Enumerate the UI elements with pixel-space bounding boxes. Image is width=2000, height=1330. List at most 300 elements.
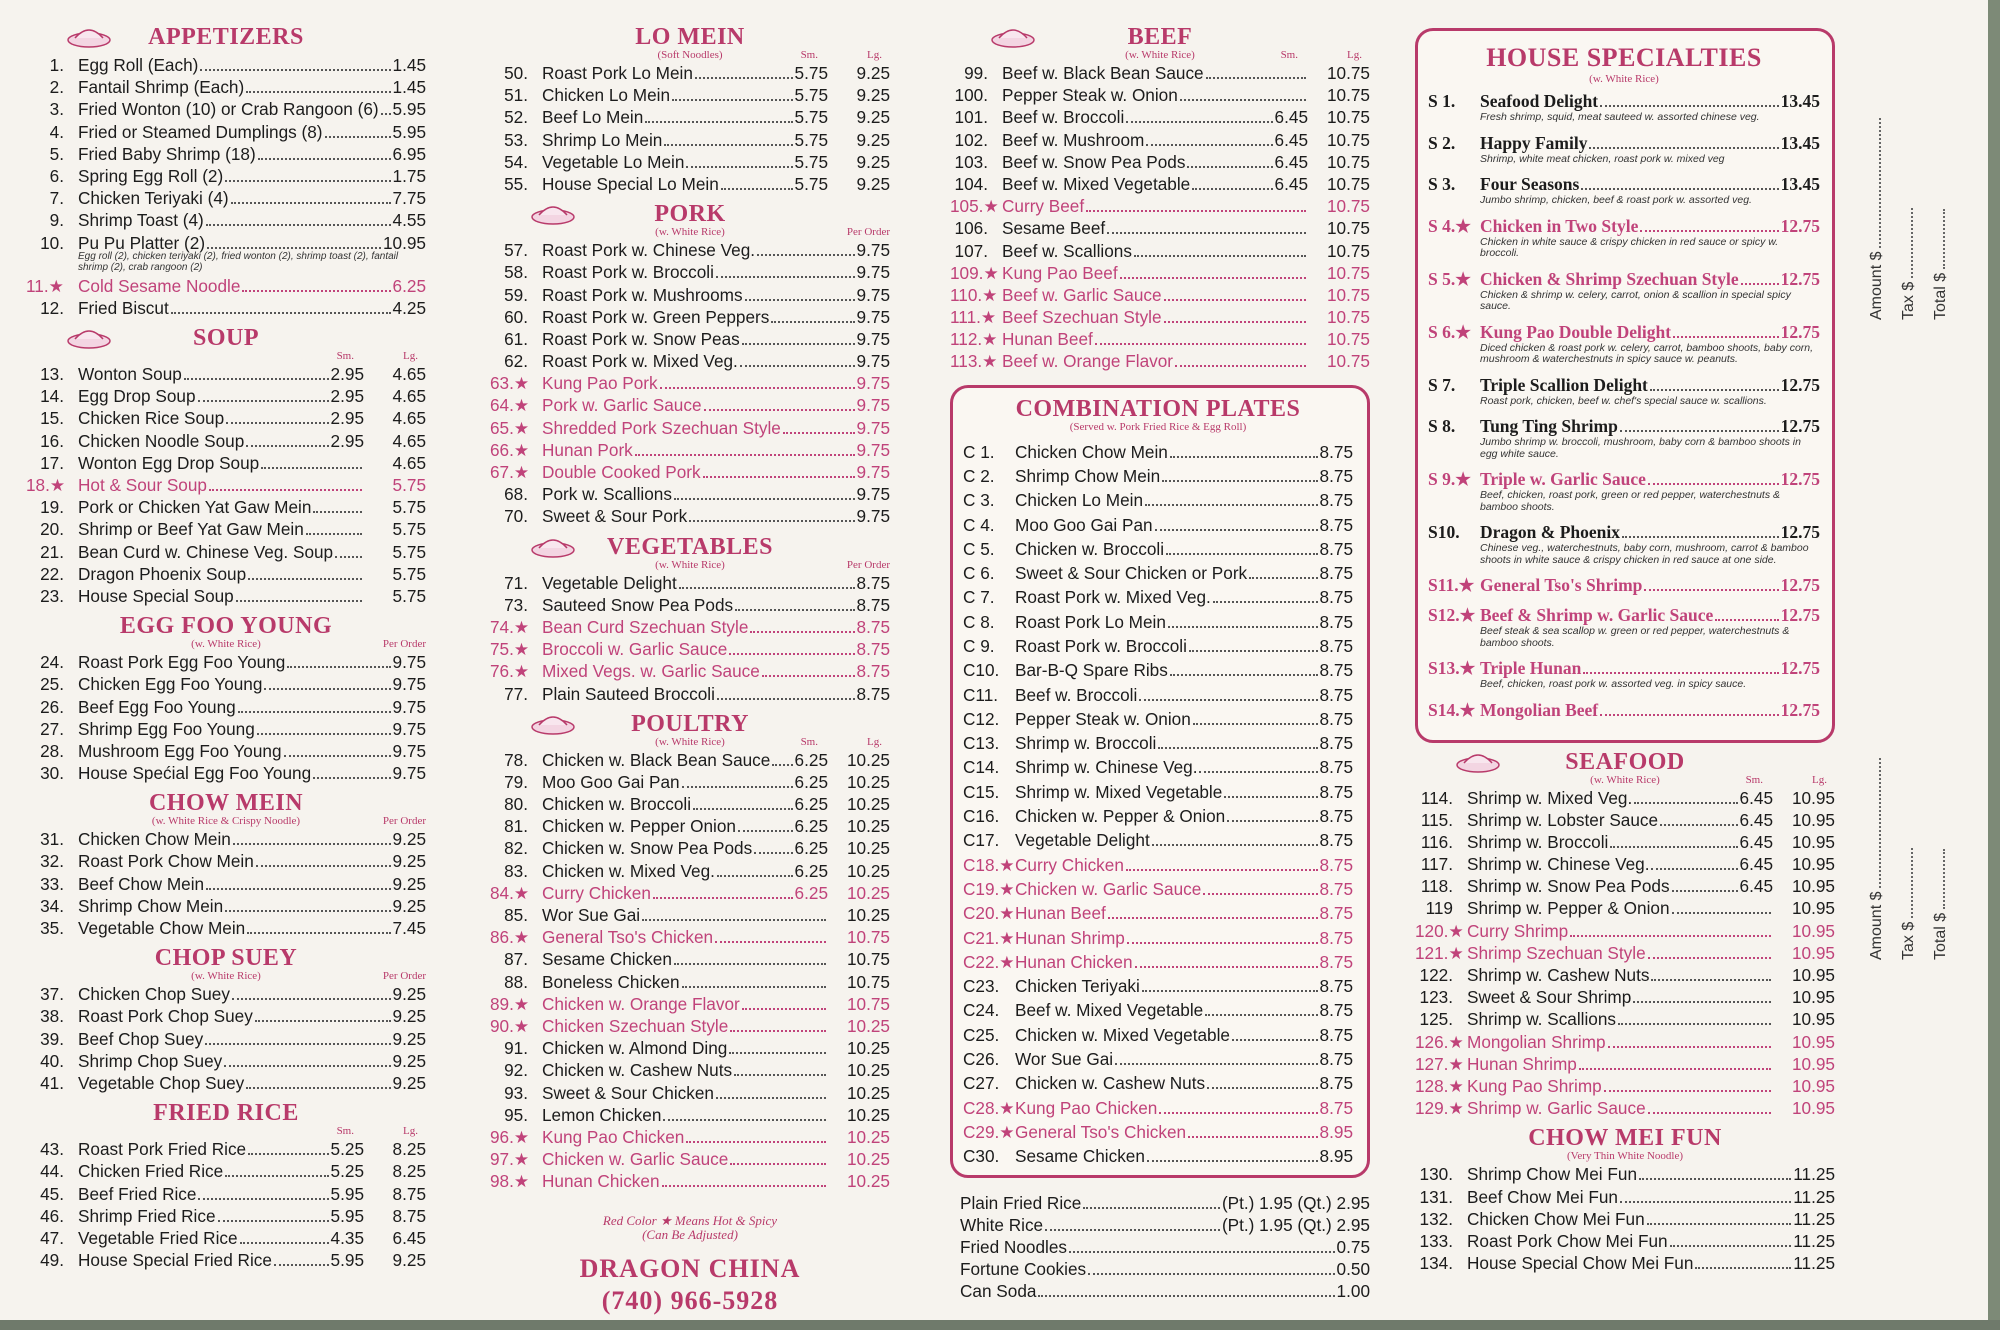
item-name: Wonton Soup	[78, 364, 182, 385]
menu-item	[1415, 986, 1835, 1008]
menu-item	[1415, 1053, 1835, 1075]
item-name: Hunan Shrimp	[1015, 927, 1125, 948]
item-name: Pork w. Scallions	[542, 484, 672, 505]
menu-item	[950, 306, 1370, 328]
item-name: Pork w. Garlic Sauce	[542, 395, 702, 416]
menu-item	[490, 261, 890, 283]
menu-section	[26, 790, 426, 939]
item-number: 21.	[40, 541, 64, 562]
leader-dots	[716, 276, 855, 278]
menu-item	[490, 306, 890, 328]
leader-dots	[207, 247, 381, 249]
leader-dots	[1152, 844, 1318, 846]
item-name: Roast Pork Egg Foo Young	[78, 652, 286, 673]
menu-item	[490, 926, 890, 948]
leader-dots	[1672, 912, 1771, 914]
dish-illustration-icon	[66, 321, 112, 351]
price: 9.25	[392, 984, 426, 1005]
menu-item	[26, 585, 426, 607]
menu-item	[1415, 787, 1835, 809]
combo-item	[963, 1023, 1353, 1047]
total-label: Total $	[1932, 272, 1949, 320]
menu-item	[490, 948, 890, 970]
leader-dots	[1213, 601, 1318, 603]
leader-dots	[1139, 699, 1317, 701]
menu-item	[490, 904, 890, 926]
price: 8.75	[1319, 878, 1353, 899]
menu-item	[1415, 1186, 1835, 1208]
price-small: 6.25	[794, 860, 828, 881]
spicy-legend-note: (Can Be Adjusted)	[642, 1227, 738, 1243]
item-number: 70.	[504, 506, 528, 527]
leader-dots	[247, 932, 390, 934]
price: 9.75	[392, 763, 426, 784]
price-large: 10.25	[846, 1104, 890, 1125]
item-number: 12.	[40, 297, 64, 318]
item-number: 128.★	[1415, 1075, 1464, 1096]
price: 9.75	[856, 395, 890, 416]
section-subtitle: (w. White Rice)	[655, 226, 725, 239]
price-large: 4.65	[392, 452, 426, 473]
item-name: Egg Drop Soup	[78, 386, 196, 407]
menu-item	[26, 165, 426, 187]
price: 8.75	[1319, 587, 1353, 608]
item-number: C 3.	[963, 490, 995, 511]
item-name: Shrimp w. Snow Pea Pods	[1467, 876, 1670, 897]
leader-dots	[1651, 979, 1771, 981]
item-number: 131.	[1419, 1186, 1453, 1207]
leader-dots	[1192, 188, 1272, 190]
item-number: 129.★	[1415, 1098, 1464, 1119]
menu-item	[1415, 1097, 1835, 1119]
combo-item	[963, 828, 1353, 852]
price: 9.25	[392, 829, 426, 850]
leader-dots	[717, 698, 855, 700]
leader-dots	[715, 941, 826, 943]
table-edge	[0, 1320, 2000, 1330]
price: 8.75	[1319, 927, 1353, 948]
price: 12.75	[1780, 374, 1820, 395]
item-number: 45.	[40, 1183, 64, 1204]
price-large: 10.25	[846, 1082, 890, 1103]
item-number: 9.	[49, 210, 64, 231]
leader-dots	[242, 290, 390, 292]
menu-item	[26, 917, 426, 939]
price-large: 10.25	[846, 1060, 890, 1081]
combo-item	[963, 1096, 1353, 1120]
leader-dots	[284, 755, 391, 757]
price: 9.25	[392, 1028, 426, 1049]
combo-item	[963, 1047, 1353, 1071]
combo-item	[963, 1071, 1353, 1095]
amount-label: Amount $	[1868, 251, 1885, 320]
section-header	[26, 1100, 426, 1138]
price: 8.75	[856, 594, 890, 615]
item-name: Chicken w. Almond Ding	[542, 1038, 728, 1059]
price: 8.95	[1319, 1146, 1353, 1167]
leader-dots	[1187, 166, 1272, 168]
leader-dots	[783, 432, 855, 434]
item-name: Fried Biscut	[78, 297, 169, 318]
item-number: 24.	[40, 652, 64, 673]
house-special-item	[1428, 416, 1820, 460]
item-number: 79.	[504, 771, 528, 792]
item-name: Roast Pork w. Mixed Veg.	[542, 351, 738, 372]
leader-dots	[1600, 714, 1779, 716]
price-large: 9.25	[856, 85, 890, 106]
item-number: 32.	[40, 851, 64, 872]
menu-item	[950, 151, 1370, 173]
leader-dots	[171, 312, 391, 314]
leader-dots	[1633, 1001, 1771, 1003]
item-number: C23.	[963, 976, 1000, 997]
column-header-per-order: Per Order	[846, 226, 890, 239]
leader-dots	[771, 321, 854, 323]
leader-dots	[1670, 1245, 1792, 1247]
item-name: Chicken Teriyaki	[1015, 976, 1140, 997]
price: 8.75	[1319, 611, 1353, 632]
item-number: 13.	[40, 364, 64, 385]
item-description: Chicken & shrimp w. celery, carrot, onion & scallion in special spicy sauce.	[1480, 288, 1791, 312]
item-number: 73.	[504, 594, 528, 615]
item-name: Seafood Delight	[1480, 91, 1599, 111]
item-number: C25.	[963, 1024, 1000, 1045]
item-number: 33.	[40, 873, 64, 894]
combo-item	[963, 998, 1353, 1022]
item-name: Curry Shrimp	[1467, 920, 1569, 941]
price: 5.95	[392, 121, 426, 142]
item-name: Chicken & Shrimp Szechuan Style	[1480, 268, 1739, 289]
item-number: 111.★	[950, 307, 997, 328]
combo-item	[963, 610, 1353, 634]
price: 9.25	[392, 1072, 426, 1093]
item-number: 77.	[504, 683, 528, 704]
combo-item	[963, 755, 1353, 779]
price: 8.75	[1319, 636, 1353, 656]
price: 8.75	[1319, 1024, 1353, 1045]
leader-dots	[1741, 283, 1779, 285]
price-large: 10.25	[846, 905, 890, 925]
price-small: 4.35	[330, 1227, 364, 1248]
item-name: Beef w. Broccoli	[1015, 684, 1138, 705]
item-number: 3.	[49, 99, 64, 120]
leader-dots	[226, 422, 328, 424]
item-number: 119	[1425, 898, 1453, 919]
price: 9.75	[856, 373, 890, 394]
column-header-per-order: Per Order	[382, 970, 426, 983]
leader-dots	[1570, 935, 1771, 937]
price: 10.95	[382, 232, 426, 253]
menu-item	[490, 284, 890, 306]
item-name: Shrimp Chow Mein	[1015, 465, 1161, 486]
price: 13.45	[1780, 91, 1820, 111]
leader-dots	[682, 986, 826, 988]
column-header-small: Sm.	[1280, 49, 1298, 61]
leader-dots	[1232, 1039, 1318, 1041]
item-name: House Special Lo Mein	[542, 173, 719, 194]
leader-dots	[287, 666, 390, 668]
price-large: 9.25	[856, 151, 890, 172]
house-special-item	[1428, 174, 1820, 207]
menu-section	[490, 711, 890, 1193]
item-name: House Spećial Egg Foo Young	[78, 763, 312, 784]
price-large: 10.25	[846, 1171, 890, 1192]
item-name: Roast Pork Chow Mei Fun	[1467, 1230, 1668, 1251]
leader-dots	[1660, 824, 1737, 826]
price-large: 10.25	[846, 838, 890, 859]
item-name: Kung Pao Chicken	[542, 1126, 685, 1147]
price-small: 5.25	[330, 1139, 364, 1160]
item-name: Shrimp Szechuan Style	[1467, 942, 1646, 963]
item-number: 122.	[1419, 965, 1453, 985]
price-small: 5.75	[794, 63, 828, 83]
section-header	[963, 396, 1353, 434]
leader-dots	[1107, 232, 1306, 234]
menu-item	[1415, 1208, 1835, 1230]
item-number: 67.★	[490, 462, 530, 482]
item-number: S10.	[1428, 522, 1460, 542]
item-number: 6.	[49, 165, 64, 186]
price-small: 6.25	[794, 882, 828, 903]
price: 8.75	[1319, 733, 1353, 754]
price: 8.75	[1319, 976, 1353, 997]
section-header	[490, 24, 890, 62]
column-header-per-order: Per Order	[846, 558, 890, 571]
leader-dots	[218, 1220, 329, 1222]
price-large: 10.75	[1326, 218, 1370, 239]
price: 4.55	[392, 210, 426, 231]
item-name: Chicken w. Cashew Nuts	[542, 1060, 733, 1081]
leader-dots	[325, 136, 391, 138]
leader-dots	[672, 99, 793, 101]
leader-dots	[730, 1030, 826, 1032]
item-name: Pepper Steak w. Onion	[1002, 85, 1178, 106]
leader-dots	[256, 865, 391, 867]
item-number: 4.	[49, 121, 64, 142]
price-large: 9.25	[856, 107, 890, 128]
item-name: Fried Wonton (10) or Crab Rangoon (6)	[78, 99, 379, 120]
combo-item	[963, 513, 1353, 537]
leader-dots	[1069, 1251, 1335, 1253]
price-large: 10.95	[1791, 1075, 1835, 1096]
tax-label: Tax $	[1900, 921, 1917, 960]
menu-section	[490, 24, 890, 195]
price: 6.95	[392, 143, 426, 164]
item-number: 80.	[504, 794, 528, 815]
house-specialties-box	[1415, 28, 1835, 743]
item-name: Beef Szechuan Style	[1002, 307, 1162, 328]
item-name: Triple w. Garlic Sauce	[1480, 469, 1646, 489]
item-name: Chicken w. Mixed Veg.	[542, 860, 715, 881]
item-name: Roast Pork w. Green Peppers	[542, 306, 770, 327]
item-number: 117.	[1420, 854, 1453, 875]
price-large: 10.95	[1791, 1031, 1835, 1052]
leader-dots	[1045, 1229, 1220, 1231]
price-large: 10.75	[1326, 63, 1370, 83]
leader-dots	[642, 919, 826, 921]
combo-item	[963, 731, 1353, 755]
item-number: 102.	[954, 129, 988, 150]
item-name: Mixed Vegs. w. Garlic Sauce	[542, 661, 760, 682]
item-number: 47.	[40, 1227, 64, 1248]
price: 5.95	[392, 99, 426, 120]
item-number: 95.	[504, 1104, 528, 1125]
section-subtitle: (w. White Rice & Crispy Noodle)	[151, 815, 301, 828]
menu-item	[490, 860, 890, 882]
item-number: 35.	[40, 918, 64, 938]
combo-item	[963, 974, 1353, 998]
menu-item	[490, 151, 890, 173]
house-special-item	[1428, 322, 1820, 366]
price-large: 9.25	[856, 129, 890, 150]
item-name: Hunan Beef	[1002, 329, 1093, 350]
price: 8.75	[1319, 465, 1353, 486]
item-number: 28.	[40, 740, 64, 761]
item-name: Shrimp Chop Suey	[78, 1050, 223, 1071]
price: 12.75	[1780, 522, 1820, 542]
order-total-strip	[1860, 0, 2000, 1330]
item-number: 121.★	[1415, 942, 1464, 963]
item-name: Shrimp Chow Mei Fun	[1467, 1164, 1638, 1185]
item-name: Beef w. Garlic Sauce	[1002, 284, 1162, 305]
column-header-small: Sm.	[336, 1125, 354, 1138]
item-number: 44.	[40, 1161, 64, 1182]
menu-item	[950, 129, 1370, 151]
item-number: 105.★	[950, 196, 999, 217]
price-large: 10.95	[1791, 1009, 1835, 1030]
price-small: 5.75	[794, 129, 828, 150]
item-number: 34.	[40, 895, 64, 916]
item-name: Sweet & Sour Shrimp	[1467, 987, 1632, 1008]
section-header	[26, 325, 426, 363]
item-number: 15.	[40, 408, 64, 429]
leader-dots	[1207, 1087, 1317, 1089]
price-large: 10.75	[1326, 284, 1370, 305]
house-special-item	[1428, 375, 1820, 408]
menu-column-4	[1415, 18, 1835, 1274]
price: 12.75	[1780, 215, 1820, 236]
item-name: Sesame Chicken	[542, 949, 672, 970]
item-name: Broccoli w. Garlic Sauce	[542, 639, 728, 660]
leader-dots	[1193, 723, 1318, 725]
item-number: 58.	[504, 262, 528, 283]
item-number: C21.★	[963, 927, 1015, 948]
combo-item	[963, 901, 1353, 925]
leader-dots	[1610, 846, 1737, 848]
leader-dots	[1672, 890, 1738, 892]
menu-item	[26, 651, 426, 673]
price-large: 10.75	[1326, 107, 1370, 128]
house-special-item	[1428, 469, 1820, 513]
menu-item	[26, 474, 426, 496]
item-name: Chicken w. Snow Pea Pods	[542, 838, 753, 859]
price-large: 10.75	[846, 927, 890, 948]
item-name: Chicken w. Broccoli	[542, 794, 692, 815]
menu-item	[1415, 1230, 1835, 1252]
price-small: 5.75	[794, 85, 828, 106]
leader-dots	[1164, 321, 1306, 323]
item-number: C24.	[963, 1000, 1000, 1021]
price: 8.75	[1319, 563, 1353, 584]
item-number: 43.	[40, 1139, 64, 1160]
menu-item	[490, 683, 890, 705]
item-name: Sauteed Snow Pea Pods	[542, 594, 734, 615]
price-small: 6.45	[1274, 173, 1308, 194]
item-name: Chicken w. Broccoli	[1015, 538, 1165, 559]
leader-dots	[1120, 277, 1306, 279]
item-number: 92.	[504, 1060, 528, 1081]
leader-dots	[1206, 77, 1306, 79]
price-large: 10.95	[1791, 1053, 1835, 1074]
menu-item	[26, 209, 426, 231]
price-small: 6.25	[794, 794, 828, 815]
leader-dots	[200, 69, 390, 71]
column-header-large: Lg.	[403, 1125, 418, 1138]
price: 8.75	[1319, 781, 1353, 802]
item-name: Chicken in Two Style	[1480, 215, 1639, 236]
leader-dots	[248, 578, 362, 580]
column-header-large: Lg.	[867, 49, 882, 61]
item-number: 104.	[954, 173, 988, 194]
item-number: 101.	[954, 107, 988, 128]
item-number: 38.	[40, 1006, 64, 1027]
section-title: CHOW MEI FUN	[1528, 1125, 1722, 1152]
price-large: 8.25	[392, 1139, 426, 1160]
item-number: 115.	[1420, 809, 1453, 830]
menu-item	[26, 983, 426, 1005]
item-name: Kung Pao Chicken	[1015, 1097, 1158, 1118]
menu-item	[26, 385, 426, 407]
price-large: 8.75	[392, 1183, 426, 1204]
section-title: PORK	[654, 201, 726, 228]
price: 8.75	[856, 683, 890, 704]
amount-line	[1868, 118, 1886, 320]
item-name: Beef Chow Mei Fun	[1467, 1186, 1618, 1207]
leader-dots	[742, 1008, 826, 1010]
item-number: 120.★	[1415, 920, 1464, 941]
leader-dots	[729, 1052, 826, 1054]
item-number: 82.	[504, 838, 528, 859]
price-large: 10.25	[846, 794, 890, 815]
menu-section	[26, 1100, 426, 1271]
item-name: Cold Sesame Noodle	[78, 275, 241, 296]
section-header	[26, 945, 426, 983]
price-large: 10.95	[1791, 876, 1835, 897]
item-number: 65.★	[490, 417, 530, 438]
leader-dots	[238, 711, 391, 713]
item-number: 31.	[40, 829, 64, 850]
menu-item	[26, 496, 426, 518]
combo-item	[963, 1120, 1353, 1144]
section-title: CHOW MEIN	[148, 790, 304, 817]
price: 8.75	[856, 572, 890, 593]
house-special-row	[1428, 174, 1820, 195]
price: 8.75	[1319, 1049, 1353, 1070]
menu-item	[26, 1205, 426, 1227]
item-name: Shrimp Fried Rice	[78, 1205, 216, 1226]
leader-dots	[1673, 336, 1779, 338]
combo-item	[963, 561, 1353, 585]
menu-item	[490, 483, 890, 505]
item-name: Vegetable Chop Suey	[78, 1072, 245, 1093]
price: 9.75	[856, 439, 890, 460]
item-name: General Tso's Shrimp	[1480, 575, 1643, 595]
section-header	[1415, 749, 1835, 787]
item-number: S 6.★	[1428, 321, 1471, 342]
leader-dots	[742, 343, 855, 345]
price: 12.75	[1780, 416, 1820, 436]
menu-item	[950, 106, 1370, 128]
